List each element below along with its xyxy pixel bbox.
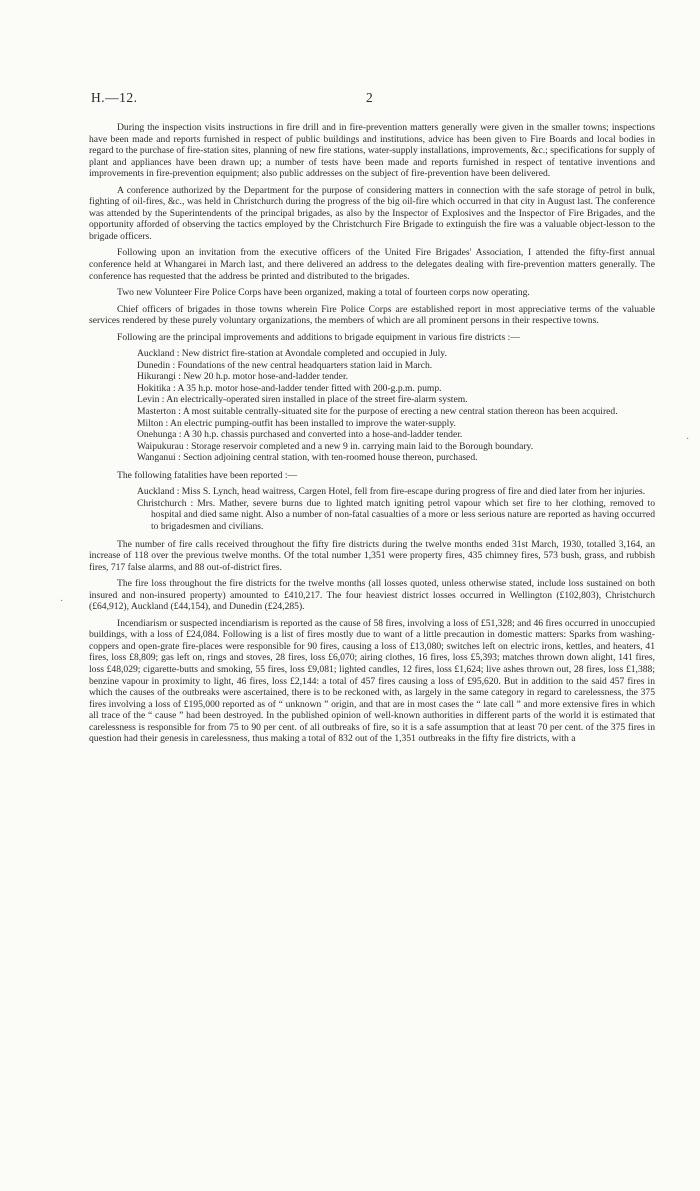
- paragraph: Following are the principal improvements and additions to brigade equipment in various fire districts :—: [117, 331, 520, 343]
- list-item: Dunedin : Foundations of the new central headquarters station laid in March.: [137, 359, 433, 371]
- page-number: 2: [366, 90, 374, 105]
- improvements-list: [137, 348, 655, 463]
- list-item: Milton : An electric pumping-outfit has been installed to improve the water-supply.: [137, 417, 456, 429]
- paragraph: During the inspection visits instructions in fire drill and in fire-prevention matters generally were given in the smaller towns; inspections have been made and reports furnished in respect of public buildings and institutions, advice has been given to Fire Boards and local bodies in regard to the purchase of fire-station sites, planning of new fire stations, water-supply installations, improvements, &c.; specifications for supply of plant and appliances have been drawn up; a number of tests have been made and reports furnished in respect of tentative inventions and improvements in fire-prevention equipment; also public addresses on the subject of fire-prevention have been delivered.: [89, 122, 655, 180]
- paragraph: Two new Volunteer Fire Police Corps have been organized, making a total of fourteen corps now operating.: [117, 287, 530, 299]
- fatalities-list: [137, 486, 655, 532]
- paragraph: The following fatalities have been reported :—: [117, 469, 298, 481]
- document-body: [89, 122, 655, 750]
- list-item: Wanganui : Section adjoining central station, with ten-roomed house thereon, purchased.: [137, 452, 478, 464]
- paragraph: A conference authorized by the Department for the purpose of considering matters in connection with the safe storage of petrol in bulk, fighting of oil-fires, &c., was held in Christchurch during the progress of the big oil-fire which occurred in that city in August last. The conference was attended by the Superintendents of the principal brigades, as also by the Inspector of Explosives and the Inspector of Fire Brigades, and the opportunity afforded of observing the tactics employed by the Christchurch Fire Brigade to extinguish the fire was a valuable object-lesson to the brigade officers.: [89, 184, 655, 242]
- list-item: Onehunga : A 30 h.p. chassis purchased and converted into a hose-and-ladder tender.: [137, 429, 463, 441]
- paragraph: Following upon an invitation from the executive officers of the United Fire Brigades' Association, I attended the fifty-first annual conference held at Whangarei in March last, and there delivered an address to the delegates dealing with fire-prevention matters generally. The conference has requested that the address be printed and distributed to the brigades.: [89, 247, 655, 282]
- list-item: Levin : An electrically-operated siren installed in place of the street fire-alarm system.: [137, 394, 468, 406]
- list-item: Hokitika : A 35 h.p. motor hose-and-ladder tender fitted with 200-g.p.m. pump.: [137, 382, 442, 394]
- list-item: Hikurangi : New 20 h.p. motor hose-and-ladder tender.: [137, 371, 349, 383]
- paragraph: The number of fire calls received throughout the fifty fire districts during the twelve months ended 31st March, 1930, totalled 3,164, an increase of 118 over the previous twelve months. Of the total number 1,351 were property fires, 435 chimney fires, 573 bush, grass, and rubbish fires, 717 false alarms, and 88 out-of-district fires.: [89, 538, 655, 573]
- list-item: Auckland : Miss S. Lynch, head waitress, Cargen Hotel, fell from fire-escape during progress of fire and died later from her injuries.: [137, 486, 646, 498]
- report-code: H.—12.: [91, 90, 138, 105]
- paragraph: Incendiarism or suspected incendiarism is reported as the cause of 58 fires, involving a loss of £51,328; and 46 fires occurred in unoccupied buildings, with a loss of £24,084. Following is a list of fires mostly due to want of a little precaution in domestic matters: Sparks from washing-coppers and open-grate fire-places were responsible for 90 fires, causing a loss of £13,080; switches left on electric irons, kettles, and heaters, 41 fires, loss £8,809; gas left on, rings and stoves, 28 fires, loss £6,070; airing clothes, 16 fires, loss £5,393; matches thrown down alight, 141 fires, loss £48,029; cigarette-butts and smoking, 55 fires, loss £9,081; lighted candles, 12 fires, loss £1,624; live ashes thrown out, 28 fires, loss £1,388; benzine vapour in proximity to light, 46 fires, loss £2,144: a total of 457 fires causing a loss of £95,620. But in addition to the said 457 fires in which the causes of the outbreaks were ascertained, there is to be reckoned with, as largely in the same category in regard to carelessness, the 375 fires involving a loss of £195,000 reported as of “ unknown ” origin, and that are in most cases the “ late call ” and more extensive fires in which all trace of the “ cause ” had been destroyed. In the published opinion of well-known authorities in different parts of the world it is estimated that carelessness is responsible for from 75 to 90 per cent. of all outbreaks of fire, so it is a safe assumption that at least 70 per cent. of the 375 fires in question had their genesis in carelessness, thus making a total of 832 out of the 1,351 outbreaks in the fifty fire districts, with a: [89, 617, 655, 745]
- list-item: Waipukurau : Storage reservoir completed and a new 9 in. carrying main laid to the Borough boundary.: [137, 440, 534, 452]
- paragraph: The fire loss throughout the fire districts for the twelve months (all losses quoted, unless otherwise stated, include loss sustained on both insured and non-insured property) amounted to £410,217. The four heaviest district losses occurred in Wellington (£102,803), Christchurch (£64,912), Auckland (£44,154), and Dunedin (£24,285).: [89, 578, 655, 613]
- paragraph: Chief officers of brigades in those towns wherein Fire Police Corps are established report in most appreciative terms of the valuable services rendered by these purely voluntary organizations, the members of which are all prominent persons in their respective towns.: [89, 303, 655, 327]
- list-item: Auckland : New district fire-station at Avondale completed and occupied in July.: [137, 348, 447, 360]
- list-item: Masterton : A most suitable centrally-situated site for the purpose of erecting a new central station thereon has been acquired.: [137, 406, 618, 418]
- margin-mark: ·: [60, 596, 64, 607]
- margin-mark: ·: [686, 434, 690, 445]
- list-item: Christchurch : Mrs. Mather, severe burns due to lighted match igniting petrol vapour which set fire to her clothing, removed to hospital and died same night. Also a number of non-fatal casualties of a more or less serious nature are reported as having occurred to brigadesmen and civilians.: [137, 497, 655, 532]
